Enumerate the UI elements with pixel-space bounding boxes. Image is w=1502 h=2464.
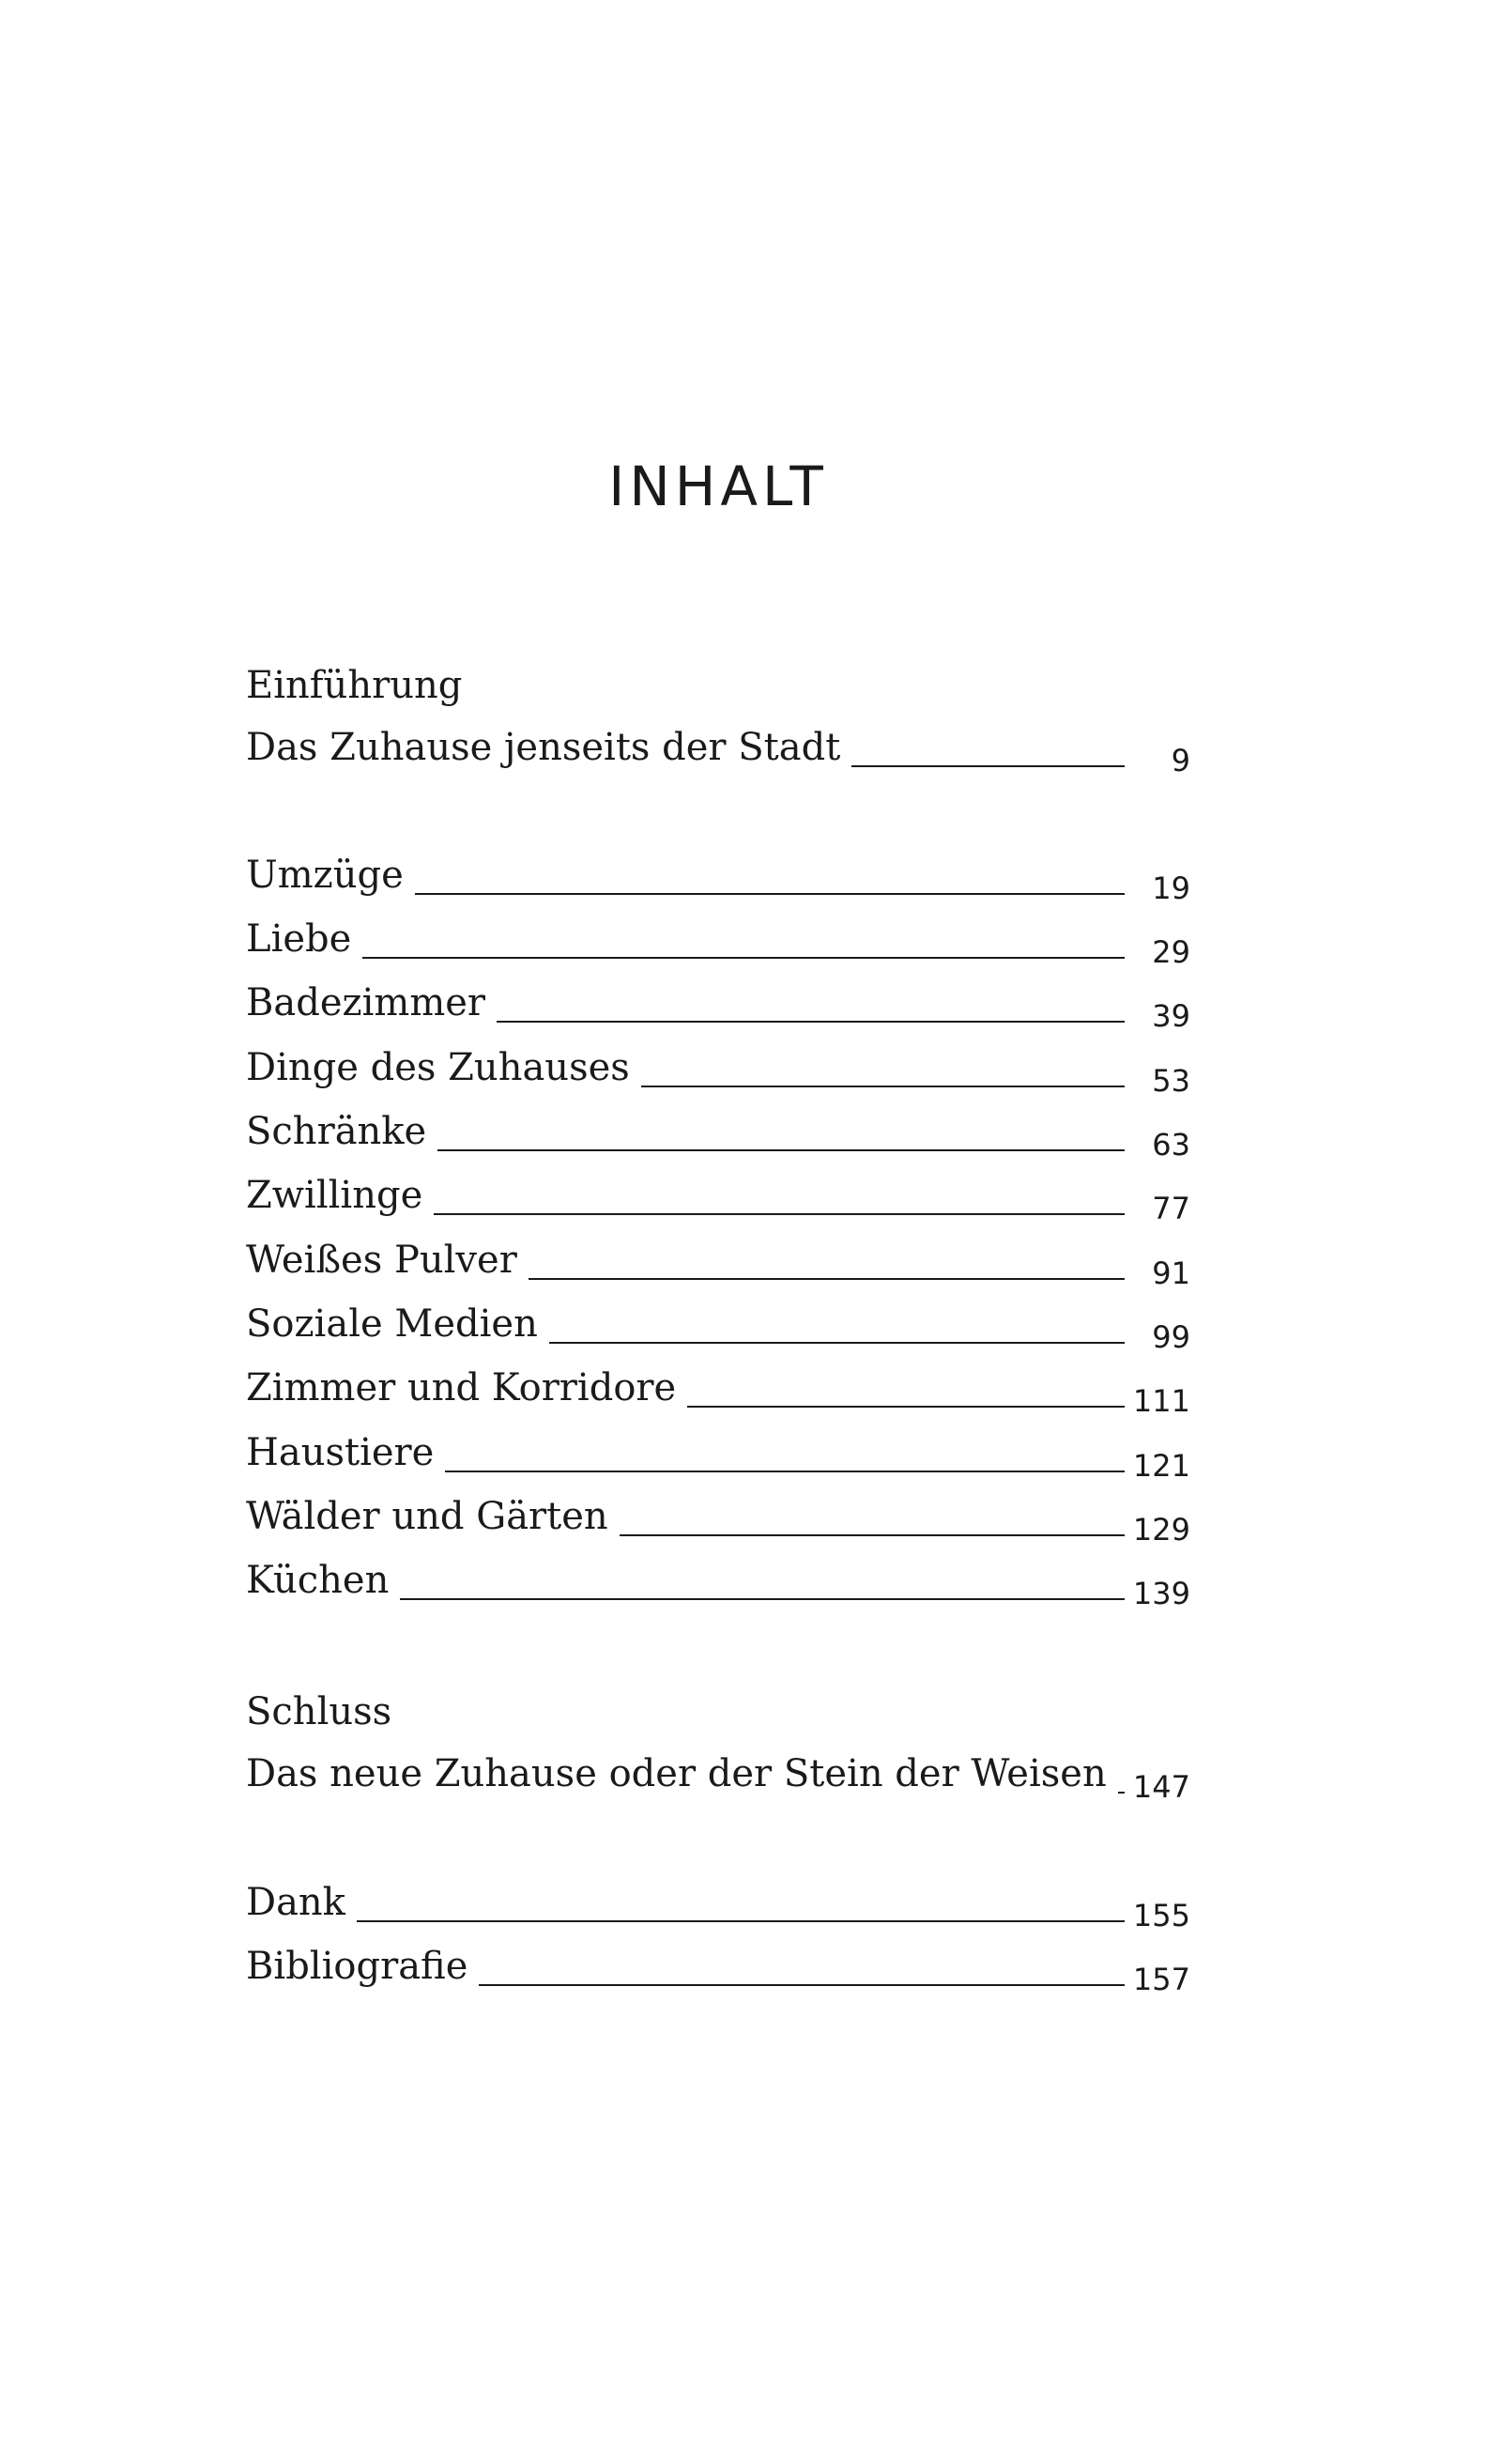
leader-line [687,1406,1125,1408]
section-heading-conclusion: Schluss [246,1690,392,1733]
toc-entry-label: Das neue Zuhause oder der Stein der Weisen [246,1752,1107,1795]
toc-entry-page: 157 [1132,1962,1190,1997]
section-heading-intro: Einführung [246,664,463,707]
toc-entry-label: Zimmer und Korridore [246,1366,677,1409]
toc-entry-page: 91 [1152,1255,1190,1291]
leader-line [479,1984,1125,1986]
toc-entry[interactable] [246,1742,1190,1806]
page-title: INHALT [608,454,828,518]
leader-line [437,1149,1125,1151]
toc-entry[interactable] [246,1228,1190,1292]
toc-entry-label: Weißes Pulver [246,1239,517,1282]
leader-line [362,957,1125,959]
toc-entry[interactable] [246,907,1190,971]
toc-entry[interactable] [246,1356,1190,1420]
toc-entry-page: 9 [1171,743,1190,778]
leader-line [400,1598,1125,1600]
toc-entry-label: Dinge des Zuhauses [246,1046,630,1089]
leader-line [641,1086,1125,1087]
leader-line [529,1278,1125,1280]
toc-entry-page: 155 [1132,1898,1190,1933]
toc-entry[interactable] [246,1485,1190,1548]
toc-entry[interactable] [246,1548,1190,1612]
leader-line [445,1471,1125,1472]
leader-line [549,1342,1125,1344]
toc-entry[interactable] [246,1163,1190,1227]
toc-entry-label: Schränke [246,1110,427,1153]
leader-line [415,893,1125,895]
toc-entry-label: Badezimmer [246,981,486,1024]
leader-line [1118,1792,1125,1794]
toc-entry[interactable] [246,843,1190,907]
toc-entry[interactable] [246,1934,1190,1998]
toc-entry-label: Haustiere [246,1431,435,1474]
toc-entry-page: 147 [1132,1769,1190,1805]
toc-entry-page: 111 [1132,1383,1190,1419]
toc-entry-page: 129 [1132,1512,1190,1548]
toc-entry-page: 29 [1152,934,1190,970]
toc-entry-page: 139 [1132,1576,1190,1611]
toc-entry-label: Zwillinge [246,1174,423,1217]
toc-entry-page: 53 [1152,1063,1190,1099]
toc-entry-label: Umzüge [246,854,404,897]
toc-entry-page: 77 [1152,1191,1190,1226]
leader-line [434,1213,1125,1215]
leader-line [620,1534,1125,1536]
toc-entry-page: 99 [1152,1319,1190,1355]
leader-line [357,1920,1125,1922]
toc-entry[interactable] [246,1871,1190,1934]
toc-entry[interactable] [246,1036,1190,1100]
toc-entry-page: 121 [1132,1448,1190,1484]
toc-entry[interactable] [246,1292,1190,1356]
toc-entry[interactable] [246,1100,1190,1163]
toc-entry-label: Wälder und Gärten [246,1495,608,1538]
toc-entry-page: 39 [1152,998,1190,1034]
leader-line [851,765,1125,767]
toc-entry-label: Dank [246,1881,345,1924]
leader-line [497,1021,1125,1023]
toc-entry-label: Soziale Medien [246,1302,538,1346]
toc-entry-label: Küchen [246,1559,390,1602]
toc-entry[interactable] [246,716,1190,779]
toc-entry[interactable] [246,971,1190,1035]
toc-entry-page: 19 [1152,870,1190,906]
toc-entry-label: Liebe [246,917,352,961]
toc-entry-label: Bibliografie [246,1945,468,1988]
toc-entry[interactable] [246,1421,1190,1485]
toc-entry-page: 63 [1152,1127,1190,1163]
toc-entry-label: Das Zuhause jenseits der Stadt [246,726,841,769]
